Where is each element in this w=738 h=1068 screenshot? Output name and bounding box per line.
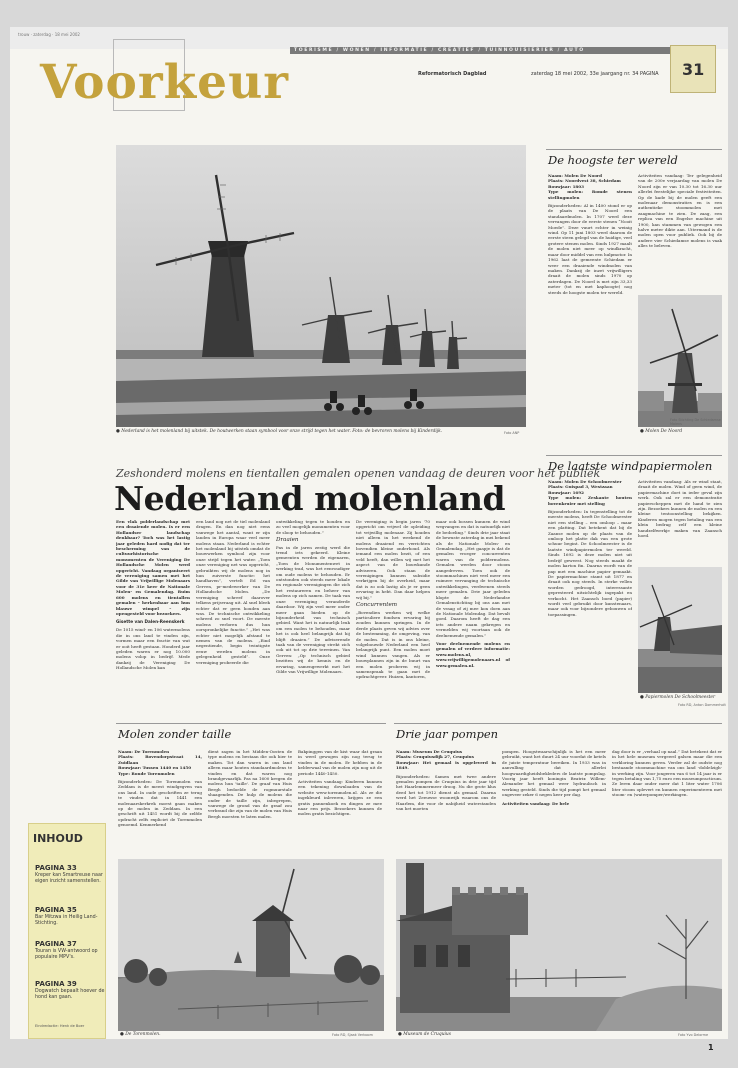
- article-subhead-concurrentem: Concurrentem: [356, 602, 398, 609]
- box1-activities: Activiteiten vandaag: Ter gelegenheid van de 200e verjaardag van molen De Noord zijn er van 10.30 tot 16.30 uur allerlei feestelijke speciale festiviteiten. Op de kade bij de molen geeft een molenaar demonstraties en is een authentieke stoommolen met zaagmachine te zien. De zaag, een replica van een Engelse machine uit 1900, kan stammen van gewogen een halve meter dikte aan. Uitermand is de molen open voor publiek. Ook bij de andere vier Schiedamse molens is vaak alles te beleven.: [638, 173, 722, 249]
- box4-fact: Plaats: Cruquiusdijk 27, Cruquius: [396, 754, 474, 760]
- box2-fact: Bouwjaar: 1692: [548, 489, 584, 495]
- box3-details-3: Bakpinggen van de kist waar dat graan in werd gewogen zijn nog terug te vinden in de molen. Er hebben in de kelderwaal van de molen zijn nog uit de periode 1440-1450.: [298, 749, 382, 776]
- box4-details-1: Bijzonderheden: Samen met twee andere gemalen pompen de Cruquius in drie jaar tijd het Haarlemmermeer droog. Nu die grote klus deed het tot 1912 dienst als gemaal. Daarna werd het Zeeuwse woonwijk waarom ons de Haarlem, die voor de nabijheid waterstanden van het moeten: [396, 773, 496, 812]
- box1-photo-credit: Foto Stichting De Schiedamse Molens: [670, 418, 721, 426]
- windmills-illustration: [116, 145, 526, 427]
- inhoud-item-text: Touran is VW-antwoord op populaire MPV's.: [35, 949, 98, 960]
- box1-photo-caption: ● Molen De Noord: [640, 429, 683, 434]
- main-photo-kinderdijk: [116, 145, 526, 427]
- box3-photo-caption: ● De Torenmolen.: [120, 1032, 161, 1037]
- inhoud-footer: Eindredactie: Henk de Boer: [35, 1024, 85, 1028]
- box4-column-2: [502, 749, 606, 853]
- issue-date: zaterdag 18 mei 2002, 33e jaargang nr. 34 PAGINA: [531, 71, 659, 77]
- box3-column-1: [118, 749, 202, 853]
- box3-fact: Plaats: Bovendorpstraat 14, Zuidlaan: [118, 754, 202, 765]
- top-strip-text: trouw · zaterdag · 18 mei 2002: [18, 32, 80, 37]
- article-col3a-text: ontwikkeling tegen te houden en zo veel mogelijk monumenten voor de sloop te behouden.”: [276, 519, 350, 535]
- box2-fact: Type molen: Zeskante houten bovenkruier met stelling: [548, 495, 632, 506]
- box4-title: Drie jaar pompen: [396, 727, 499, 741]
- box4-photo-credit: Foto Yvo Delorme: [678, 1033, 709, 1037]
- box3-title: Molen zonder taille: [118, 727, 232, 741]
- article-lead: Een vlak polderlandschap met een draaiende molen. Is er een Hollandser landschap denkbaar? Toch was het lastig jaar geleden hard nodig dat ter bescherming van de cultuurhistorische monumenten de Vereniging De Hollandsche Molen werd opgericht. Vandaag organiseert de vereniging samen met het Gilde van Vrijwillige Molenaars voor de 31e keer de Nationale Molen- en Gemalendag. Ruim 600 molens en tientallen gemalen – herkenbaar aan hun blauwe wimpel – zijn opengesteld voor bezoekers.: [116, 519, 190, 616]
- box4-photo-cruquius: [396, 859, 722, 1031]
- box2-fact: Naam: Molen De Schoolmeester: [548, 479, 622, 484]
- article-col1-text: De 1015 wind- en 106 watermolens die in ons land te vinden zijn, vormen maar een fractie van wat er ooit heeft gestaan. Honderd jaar geleden waren er nog 10.000 molens volop in bedrijf. Mede dankzij de Vereniging De Hollandsche Molen kan: [116, 627, 190, 671]
- inhoud-item-page: PAGINA 37: [35, 940, 77, 948]
- page-number: 31: [682, 60, 705, 79]
- box1-fact: Type molen: Romde stenen stellingmolen: [548, 189, 632, 200]
- article-column-4: [356, 519, 430, 713]
- torenmolen-illustration: [118, 859, 384, 1031]
- box3-activities: Activiteiten vandaag: Kinderen kunnen een tekening downloaden van de website www.torenmolen.nl. Als ze die ingekleurd inleveren, krijgen ze een gratis pannenkoek en dingen ze mee naar een prijs. Bezoekers kunnen de molen gratis bezichtigen.: [298, 779, 382, 817]
- box2-fact: Plaats: Guispad 3, Westzaan: [548, 484, 613, 490]
- box1-top-rule: [546, 149, 722, 150]
- box4-column-3: [612, 749, 722, 853]
- inhoud-item-page: PAGINA 33: [35, 864, 77, 872]
- article-col3b-text: Pas in de jaren zestig werd die trend iets gekeerd. Kleine gemeenten werden de eigenaren, „Toen de Monumentenwet in werking trad, was het eenvoudiger om oude molens te behouden. Er ontstonden ook steeds meer lokale en regionale verenigingen die zich het restaureren en beheer van molens op zich namen. De taak van onze vereniging veranderde daardoor. Wij zijn veel meer onder meer gaan bieden op de bijzonderheid van technisch gebied. Want het is natuurlijk leuk om een molen te behouden, maar het is ook heel belangrijk dat hij blijft draaien.” De adviserende taak van de vereniging strekt zich ook uit tot op drie terreinen. Van Gerven: „Op technisch gebied bezitten wij de kennis en de ervaring, samengewerkt met het Gilde van Vrijwillige Molenaars.: [276, 544, 350, 674]
- box1-photo-molen-de-noord: [638, 295, 722, 427]
- box2-left-column: [548, 479, 632, 705]
- box3-photo-torenmolen: [118, 859, 384, 1031]
- article-col2-text: een land nog net de tiel molenland dragen. En dan nog niet eens vanwege het aantal, want er zijn landen in Europa waar veel meer molens staan. Nederland is echter het molenland bij uitstek omdat de bouwwerken symbool zijn voor onze strijd tegen het water. „Toen onze vereniging net was opgericht, gebruikten wij de molens nog in hun zuiverste functie: het handhaven”, vertelt Ed van Gerven, pr-medewerker van De Hollandsche Molen. „De vereniging schreef daarover telkens prijsvraag uit. Al snel bleek echter dat er geen houden aan was. De technische ontwikkeling schreed zo snel voort. De meeste molens verloren dus hun oorspronkelijke functie.” „Het was echter niet mogelijk afstand te nemen van de molens. „Eind negentiende, begin twintigste eeuw werden molens in gelegenheid gesteld”. Onze vereniging probeerde die: [196, 519, 270, 665]
- box4-details-3: dag door is er „verhaal op naal.” Dat betekent dat er in het hele museum vergeerd galsen maar die een verkloring kunnen geven. Verder zal de oudste nog bestaande stoommachine van ons land -doblelzigh- in werking zijn. Voor jongeren van 6 tot 14 jaar is er tegen betaling van 1,75 euro een museumpracticum. Ze leren daar onder meer dat 1 liter water 1706 liter stoom oplevert en kunnen experimenteren met stoom- en (waterpomper/werkingen.: [612, 749, 722, 798]
- inhoud-item: [35, 906, 105, 927]
- newspaper-page: [10, 27, 728, 1052]
- article-col5a-text: maar ook bossen kunnen de wind wegvangen en dat is natuurlijk niet de bedoeling.” Sinds drie jaar staat de bewuste zaterdag in mei bekend als de Nationale Molen- en Gemalendag. „Het gaapje is dat de gemalen vroeger concurrenten waren van de poldermolens. Gemalen werden door stoom aangedreven. Toen ook de stoommachines niet veel meer een ruimere vervanging de technische ontwikkelingen, verdwenen steeds meer gemalen. Drie jaar geleden klopte de Nederlandse Gemalenstichting bij ons aan met de vraag of zij mee kon doen aan de Nationale Molendag. Dat bevalt goed. Daarom heeft de dag een iets andere naam gekregen en vermelden wij voortaan ook de deelnemende gemalen.”: [436, 519, 510, 638]
- article-column-1: [116, 519, 190, 713]
- box2-photo-schoolmeester: [638, 567, 722, 693]
- inhoud-title: INHOUD: [33, 832, 83, 845]
- box3-fact: Type: Ronde Torenmolen: [118, 770, 175, 776]
- box2-details: Bijzonderheden: In tegenstelling tot de meeste molens, heeft De Schoolmeester niet een stelling – een omloop – maar een platting. Dat betekent dat bij de Zaanse molen op de plaats van de omloop het platte dak van een grote schuur begint. De Schoolmeester is de laatste windpapiermolen ter wereld. Sinds 1692 is deze molen niet uit bedrijf geweest. Nog steeds maakt de molen karton fin. Daarna wordt van de pap met een machine papier gemaakt. De papiermachine stamt uit 1877 en draait ook nog steeds. In sterke vellen worden gedroogd, interessante gepresteerd uitzichtelijk ingepakt en verkocht. Het Zaansch boed (papier) wordt veel gebruikt door kunstenaars, maar ook voor bijzondere gebouwen of toepassingen.: [548, 509, 632, 617]
- box2-photo-credit: Foto RD, Anton Dommerholt: [678, 703, 726, 707]
- box3-column-2: [208, 749, 292, 853]
- box3-fact: Naam: De Torenmolen: [118, 749, 170, 754]
- box2-top-rule: [546, 455, 722, 456]
- box1-title: De hoogste ter wereld: [548, 153, 678, 167]
- article-column-2: [196, 519, 270, 713]
- box4-details-2: pompen. Hoogstwaarschijnlijk is het een meer gebruikt, want het duurt 24 uur voordat de ketels de juiste temperatuur bereiken. In 1933 was in aanvulling dat allerlei hoogwaardigheidsbekleders de laatste pompslag. Voorig jaar heeft koningin Beatrix Willem-Alexander het gemaal weer hydraulisch in werking gesteld. Sinds die tijd pompt het gemaal ongeveer zeker 6 negen keer per dag.: [502, 749, 606, 798]
- box2-activities: Activiteiten vandaag: Als er wind staat, draait de molen. Wind of geen wind, de papiermachine doet in ieder geval zijn werk. Ook zal er een demonstratie papierscheppen met de hand te zien zijn. Bezoekers kunnen de molen en een kleine tentoonstelling bekijken. Kinderen mogen tegen betaling van een klein bedrag zelf een kleine handzelfwerkje maken van Zaansch hoed.: [638, 479, 722, 539]
- main-photo-credit: Foto ANP: [504, 431, 520, 435]
- box2-right-column: [638, 479, 722, 569]
- article-subhead-draaien: Draaien: [276, 537, 299, 544]
- article-author: Gisette van Dalen-Reenskerk: [116, 619, 185, 625]
- article-kicker: Zeshonderd molens en tientallen gemalen openen vandaag de deuren voor het publiek: [116, 467, 601, 480]
- inhoud-item-page: PAGINA 39: [35, 980, 77, 988]
- page-corner-mark: 1: [708, 1043, 714, 1052]
- box3-details-2: dient zagen in het Midden-Oosten de type molens en bestaan die ook hier te maken. Tot dan waren in ons land alleen maar houten standaardmolens te vinden en dat waren nog brandgevaarlijk. Pas na 1600 kregen de molens hun 'taille'. De graaf van Huis Bergh bedoelde de rogmuurstale shaagenden. De hulp de molens die onder de taille zijn, inbegrepen, vanwege de grond van de graaf zou verbrand die zijn van de molen van Huis Bergh moesten te laten malen.: [208, 749, 292, 819]
- category-bar: TOERISME / WONEN / INFORMATIE / CREATIEF / TUINNOUISIERIER / AUTO: [290, 47, 685, 54]
- article-info-links: Voor deelnemende molens en gemalen of verdere informatie: www.molens.nl, www.vrijwilligemolenaars.nl of www.gemalen.nl.: [436, 640, 510, 668]
- box4-top-rule: [394, 723, 722, 724]
- page-number-tab: [670, 45, 716, 93]
- inhoud-sidebar: [28, 823, 106, 1039]
- cruquius-illustration: [396, 859, 722, 1031]
- box4-activities: Activiteiten vandaag: De bele: [502, 800, 570, 806]
- box3-fact: Bouwjaar: Tussen 1440 en 1450: [118, 765, 192, 771]
- box1-fact: Plaats: Noordvest 38, Schiedam: [548, 178, 621, 184]
- box1-fact: Naam: Molen De Noord: [548, 173, 602, 178]
- box4-column-1: [396, 749, 496, 853]
- section-logo: Voorkeur: [40, 55, 290, 110]
- box2-photo-caption: ● Papiermolen De Schoolmeester: [640, 695, 716, 700]
- inhoud-item-text: Dogwatch bepaalt hoever de hond kan gaan.: [35, 989, 105, 1000]
- inhoud-item: [35, 864, 105, 885]
- schoolmeester-illustration: [638, 567, 722, 693]
- article-column-5: [436, 519, 510, 713]
- article-col4a-text: De vereniging is begin jaren '70 opgericht om vrijwel de opleiding tot vrijwillig molenaar. Zij houden niet alleen in het weekend de molens draaiend en verrichten bovendien kleine onderhoud. Als iemand een molen bezit, of een veld heeft, dan willen wij met het aspect van de bouwkunde adviseren. Ook staan de verenigingen kunnen subsidie verkrijgen bij de overheid, maar dat is zo ook lastig als je er geen ervaring in hebt. Dan daar helpen wij bij.”: [356, 519, 430, 600]
- publication-name: Reformatorisch Dagblad: [418, 71, 487, 77]
- box2-title: De laatste windpapiermolen: [548, 459, 713, 473]
- inhoud-item: [35, 940, 105, 961]
- box4-fact: Naam: Museum De Cruquius: [396, 749, 463, 754]
- molen-de-noord-illustration: [638, 295, 722, 427]
- box1-fact: Bouwjaar: 1803: [548, 183, 584, 189]
- box3-top-rule: [116, 723, 386, 724]
- article-headline: Nederland molenland: [114, 479, 506, 518]
- box3-photo-credit: Foto RD, Sjaak Verboom: [332, 1033, 373, 1037]
- article-column-3: [276, 519, 350, 713]
- box3-column-3: [298, 749, 382, 853]
- inhoud-item-page: PAGINA 35: [35, 906, 77, 914]
- article-col4b-text: „Bovendien werken wij welke particuliere fondsen ervaring bij zouden kunnen springen. In de derde plaats geven wij advies over de bestemming, de omgeving, van de molen. Dat is in ons kleine, volgebouwde Nederland een heel belangrijk punt. Een molen moet wind kunnen vangen. Als er bouwplannen zijn in de buurt van een molen proberen wij in samenspraak te gaan met de opdrachtgever. Huizen, kantoren,: [356, 609, 430, 680]
- box1-right-column: [638, 173, 722, 291]
- box1-details: Bijzonderheden: Al in 1400 stond er op de plaats van De Noord een standaardmolen. In 1707 werd deze vervangen door de eerste stenen “Nooit Moede”. Deze vuurt echter in weinig wind. Op 11 juni 1803 werd daarom de eerste steen gelegd van de huidige, veel grotere stenen molen. Sinds 1927 maalt de molen niet meer op windkracht, maar door middel van een hulpmotor. In 1962 laat de gemeente Schiedam er weer een draaiende windmolen van maken. Dankzij de inzet vrijwilligers draait de molen sinds 1970 op zaterdagen. De Noord is met zijn 33,33 meter (tot en met kaphoogte) nog steeds de hoogste molen ter wereld.: [548, 203, 632, 295]
- main-photo-caption: ● Nederland is het molenland bij uitstek. De houtwerken staan symbool voor onze strijd tegen het water. Foto: de bevroren molens bij Kinderdijk.: [116, 429, 443, 434]
- inhoud-item-text: Bar Mitzwa in Heilig Land-Stichting.: [35, 915, 98, 926]
- box3-details-1: Bijzonderheden: De Torenmolen van Zeddam is de meest windgegven van ons land. In oude geschriften ze terug te vinden dat in 1441 een molenaarskerkrek moest gaan maken op de molen in Zeddam. In een geschrift uit 1451 wordt bij de zelfde opdracht zelfs expliciet de Torenmolen genoemd. Kenmerkend: [118, 779, 202, 828]
- box1-left-column: [548, 173, 632, 435]
- box4-photo-caption: ● Museum de Cruquius: [398, 1032, 452, 1037]
- inhoud-item-text: Kreper kan Smartreuse naar eigen inzicht samenstellen.: [35, 873, 103, 884]
- box4-fact: Bouwjaar: Het gemaal is opgeleverd in 1849.: [396, 759, 496, 771]
- inhoud-item: [35, 980, 105, 1001]
